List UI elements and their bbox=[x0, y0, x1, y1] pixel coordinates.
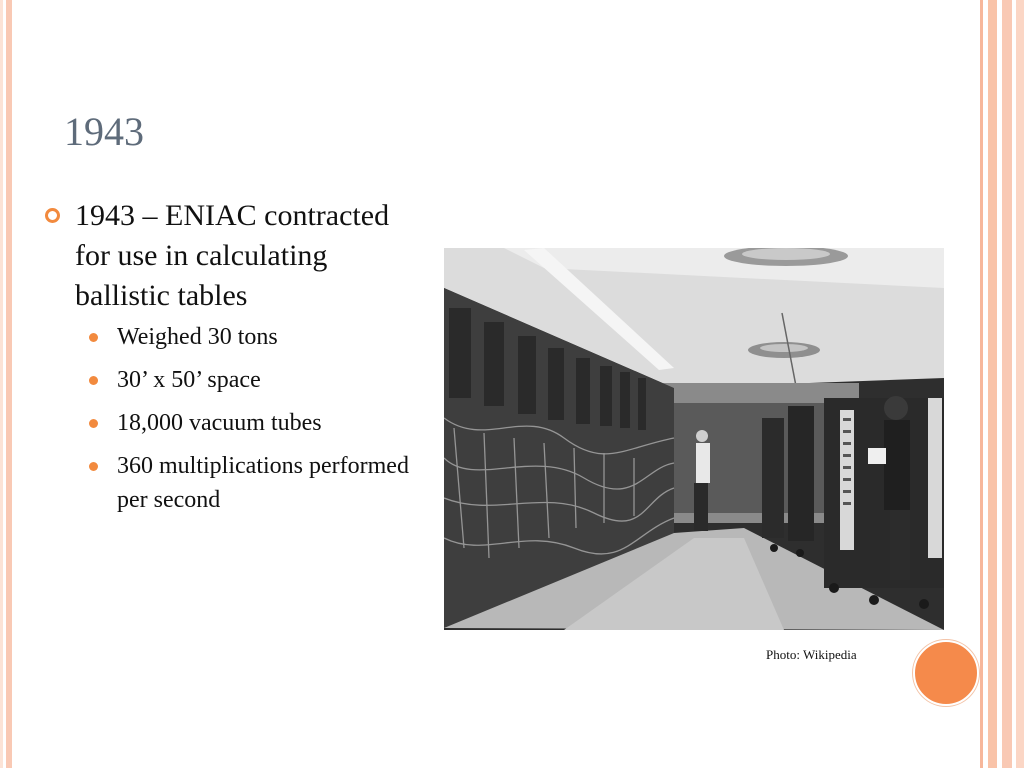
dot-bullet-icon bbox=[89, 376, 98, 385]
main-bullet-text: 1943 – ENIAC contracted for use in calculating ballistic tables bbox=[75, 199, 390, 312]
dot-bullet-icon bbox=[89, 419, 98, 428]
sub-bullet-text: Weighed 30 tons bbox=[117, 324, 278, 350]
dot-bullet-icon bbox=[89, 462, 98, 471]
slide-frame-left bbox=[6, 0, 12, 768]
dot-bullet-icon bbox=[89, 333, 98, 342]
sub-bullet bbox=[117, 406, 424, 440]
sub-bullet bbox=[117, 320, 424, 354]
main-bullet bbox=[44, 196, 424, 316]
slide-content bbox=[44, 196, 424, 526]
sub-bullet-text: 18,000 vacuum tubes bbox=[117, 410, 322, 436]
sub-bullet bbox=[117, 449, 424, 517]
sub-bullet-text: 30’ x 50’ space bbox=[117, 367, 261, 393]
slide-title: 1943 bbox=[64, 109, 144, 154]
sub-bullet-list bbox=[44, 320, 424, 517]
eniac-photo bbox=[444, 248, 944, 630]
ring-bullet-icon bbox=[45, 208, 60, 223]
sub-bullet-text: 360 multiplications performed per second bbox=[117, 453, 409, 513]
sub-bullet bbox=[117, 363, 424, 397]
decorative-circle bbox=[913, 640, 979, 706]
photo-caption: Photo: Wikipedia bbox=[766, 647, 857, 662]
slide-frame-right bbox=[980, 0, 1024, 768]
